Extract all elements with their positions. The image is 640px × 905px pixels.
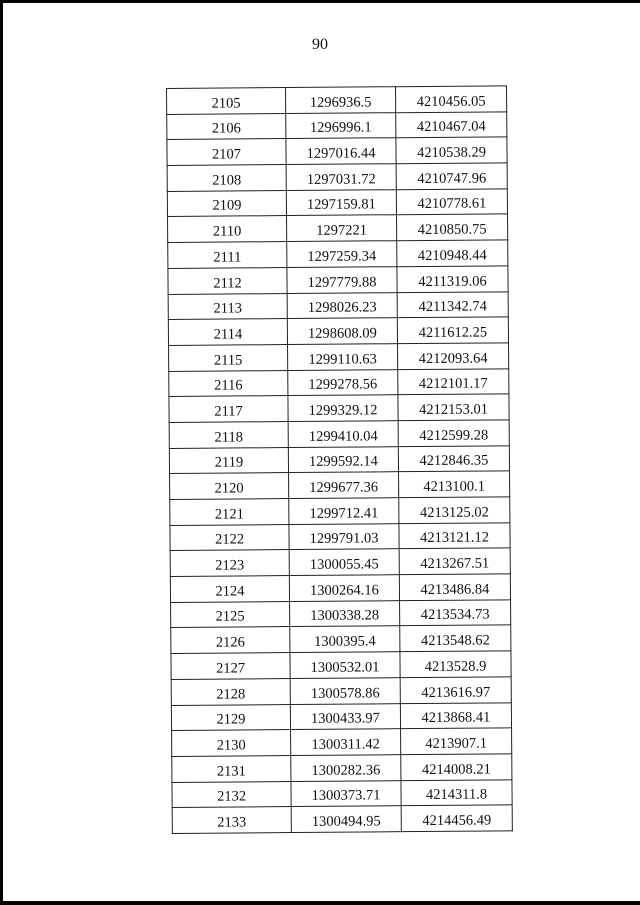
y-coordinate-cell: 4212101.17 bbox=[398, 368, 509, 395]
point-number-cell: 2122 bbox=[170, 524, 289, 551]
y-coordinate-cell: 4210850.75 bbox=[397, 214, 508, 241]
x-coordinate-cell: 1300055.45 bbox=[289, 549, 399, 576]
y-coordinate-cell: 4212846.35 bbox=[398, 445, 509, 472]
point-number-cell: 2125 bbox=[171, 601, 290, 628]
point-number-cell: 2126 bbox=[171, 627, 290, 654]
y-coordinate-cell: 4213121.12 bbox=[399, 522, 510, 549]
table-row bbox=[170, 548, 510, 576]
table-row bbox=[169, 343, 509, 371]
y-coordinate-cell: 4210467.04 bbox=[396, 112, 507, 139]
y-coordinate-cell: 4212093.64 bbox=[398, 343, 509, 370]
x-coordinate-cell: 1297016.44 bbox=[286, 138, 396, 165]
y-coordinate-cell: 4213868.41 bbox=[400, 702, 511, 729]
x-coordinate-cell: 1296996.1 bbox=[286, 112, 396, 139]
coordinates-table-body bbox=[167, 86, 513, 834]
point-number-cell: 2110 bbox=[168, 216, 287, 243]
y-coordinate-cell: 4213616.97 bbox=[400, 677, 511, 704]
table-row bbox=[168, 317, 508, 345]
point-number-cell: 2111 bbox=[168, 242, 287, 269]
point-number-cell: 2130 bbox=[172, 730, 291, 757]
point-number-cell: 2129 bbox=[171, 704, 290, 731]
table-row bbox=[171, 625, 511, 653]
point-number-cell: 2106 bbox=[167, 113, 286, 140]
point-number-cell: 2109 bbox=[167, 190, 286, 217]
point-number-cell: 2120 bbox=[170, 473, 289, 500]
table-row bbox=[167, 163, 507, 191]
coordinates-table bbox=[166, 85, 513, 834]
point-number-cell: 2128 bbox=[171, 678, 290, 705]
table-row bbox=[169, 445, 509, 473]
x-coordinate-cell: 1299329.12 bbox=[288, 395, 398, 422]
table-row bbox=[167, 189, 507, 217]
point-number-cell: 2112 bbox=[168, 267, 287, 294]
x-coordinate-cell: 1299712.41 bbox=[289, 498, 399, 525]
point-number-cell: 2107 bbox=[167, 139, 286, 166]
point-number-cell: 2127 bbox=[171, 653, 290, 680]
table-row bbox=[168, 214, 508, 242]
y-coordinate-cell: 4213528.9 bbox=[400, 651, 511, 678]
table-row bbox=[171, 677, 511, 705]
y-coordinate-cell: 4214456.49 bbox=[401, 805, 512, 832]
table-row bbox=[171, 651, 511, 679]
table-row bbox=[168, 291, 508, 319]
x-coordinate-cell: 1297221 bbox=[287, 215, 397, 242]
x-coordinate-cell: 1300282.36 bbox=[291, 755, 401, 782]
x-coordinate-cell: 1298608.09 bbox=[287, 318, 397, 345]
table-row bbox=[169, 394, 509, 422]
x-coordinate-cell: 1296936.5 bbox=[286, 87, 396, 114]
y-coordinate-cell: 4213100.1 bbox=[399, 471, 510, 498]
y-coordinate-cell: 4210747.96 bbox=[396, 163, 507, 190]
point-number-cell: 2133 bbox=[172, 807, 291, 834]
x-coordinate-cell: 1297259.34 bbox=[287, 241, 397, 268]
x-coordinate-cell: 1299410.04 bbox=[288, 421, 398, 448]
x-coordinate-cell: 1299110.63 bbox=[288, 344, 398, 371]
x-coordinate-cell: 1300373.71 bbox=[291, 780, 401, 807]
point-number-cell: 2115 bbox=[169, 344, 288, 371]
y-coordinate-cell: 4213907.1 bbox=[401, 728, 512, 755]
point-number-cell: 2123 bbox=[170, 550, 289, 577]
x-coordinate-cell: 1300311.42 bbox=[291, 729, 401, 756]
y-coordinate-cell: 4214008.21 bbox=[401, 754, 512, 781]
y-coordinate-cell: 4210948.44 bbox=[397, 240, 508, 267]
table-row bbox=[171, 702, 511, 730]
y-coordinate-cell: 4213548.62 bbox=[400, 625, 511, 652]
y-coordinate-cell: 4210538.29 bbox=[396, 137, 507, 164]
x-coordinate-cell: 1297159.81 bbox=[286, 189, 396, 216]
x-coordinate-cell: 1300578.86 bbox=[290, 677, 400, 704]
point-number-cell: 2132 bbox=[172, 781, 291, 808]
point-number-cell: 2105 bbox=[167, 88, 286, 115]
y-coordinate-cell: 4214311.8 bbox=[401, 779, 512, 806]
y-coordinate-cell: 4213267.51 bbox=[399, 548, 510, 575]
x-coordinate-cell: 1297031.72 bbox=[286, 164, 396, 191]
point-number-cell: 2118 bbox=[169, 421, 288, 448]
point-number-cell: 2119 bbox=[169, 447, 288, 474]
point-number-cell: 2131 bbox=[172, 755, 291, 782]
y-coordinate-cell: 4211612.25 bbox=[397, 317, 508, 344]
point-number-cell: 2121 bbox=[170, 499, 289, 526]
x-coordinate-cell: 1300494.95 bbox=[291, 806, 401, 833]
y-coordinate-cell: 4213125.02 bbox=[399, 497, 510, 524]
x-coordinate-cell: 1299791.03 bbox=[289, 523, 399, 550]
table-row bbox=[168, 266, 508, 294]
point-number-cell: 2117 bbox=[169, 396, 288, 423]
table-row bbox=[172, 779, 512, 807]
x-coordinate-cell: 1297779.88 bbox=[287, 267, 397, 294]
y-coordinate-cell: 4213486.84 bbox=[399, 574, 510, 601]
table-row bbox=[167, 112, 507, 140]
page-number: 90 bbox=[312, 36, 328, 53]
point-number-cell: 2108 bbox=[167, 165, 286, 192]
table-row bbox=[169, 368, 509, 396]
y-coordinate-cell: 4211342.74 bbox=[397, 291, 508, 318]
x-coordinate-cell: 1300433.97 bbox=[290, 703, 400, 730]
table-row bbox=[170, 574, 510, 602]
x-coordinate-cell: 1298026.23 bbox=[287, 292, 397, 319]
table-row bbox=[169, 420, 509, 448]
table-row bbox=[172, 728, 512, 756]
x-coordinate-cell: 1300532.01 bbox=[290, 652, 400, 679]
table-row bbox=[172, 754, 512, 782]
point-number-cell: 2113 bbox=[168, 293, 287, 320]
x-coordinate-cell: 1299278.56 bbox=[288, 369, 398, 396]
table-row bbox=[168, 240, 508, 268]
y-coordinate-cell: 4211319.06 bbox=[397, 266, 508, 293]
y-coordinate-cell: 4210456.05 bbox=[395, 86, 506, 113]
table-row bbox=[170, 497, 510, 525]
y-coordinate-cell: 4213534.73 bbox=[400, 600, 511, 627]
table-row bbox=[167, 137, 507, 165]
x-coordinate-cell: 1300338.28 bbox=[290, 600, 400, 627]
x-coordinate-cell: 1299677.36 bbox=[289, 472, 399, 499]
point-number-cell: 2114 bbox=[168, 319, 287, 346]
y-coordinate-cell: 4212153.01 bbox=[398, 394, 509, 421]
table-row bbox=[170, 522, 510, 550]
table-row bbox=[172, 805, 512, 833]
point-number-cell: 2124 bbox=[170, 576, 289, 603]
x-coordinate-cell: 1299592.14 bbox=[288, 446, 398, 473]
table-row bbox=[170, 471, 510, 499]
y-coordinate-cell: 4210778.61 bbox=[396, 189, 507, 216]
table-row bbox=[171, 600, 511, 628]
x-coordinate-cell: 1300264.16 bbox=[289, 575, 399, 602]
point-number-cell: 2116 bbox=[169, 370, 288, 397]
table-row bbox=[167, 86, 507, 114]
y-coordinate-cell: 4212599.28 bbox=[398, 420, 509, 447]
x-coordinate-cell: 1300395.4 bbox=[290, 626, 400, 653]
